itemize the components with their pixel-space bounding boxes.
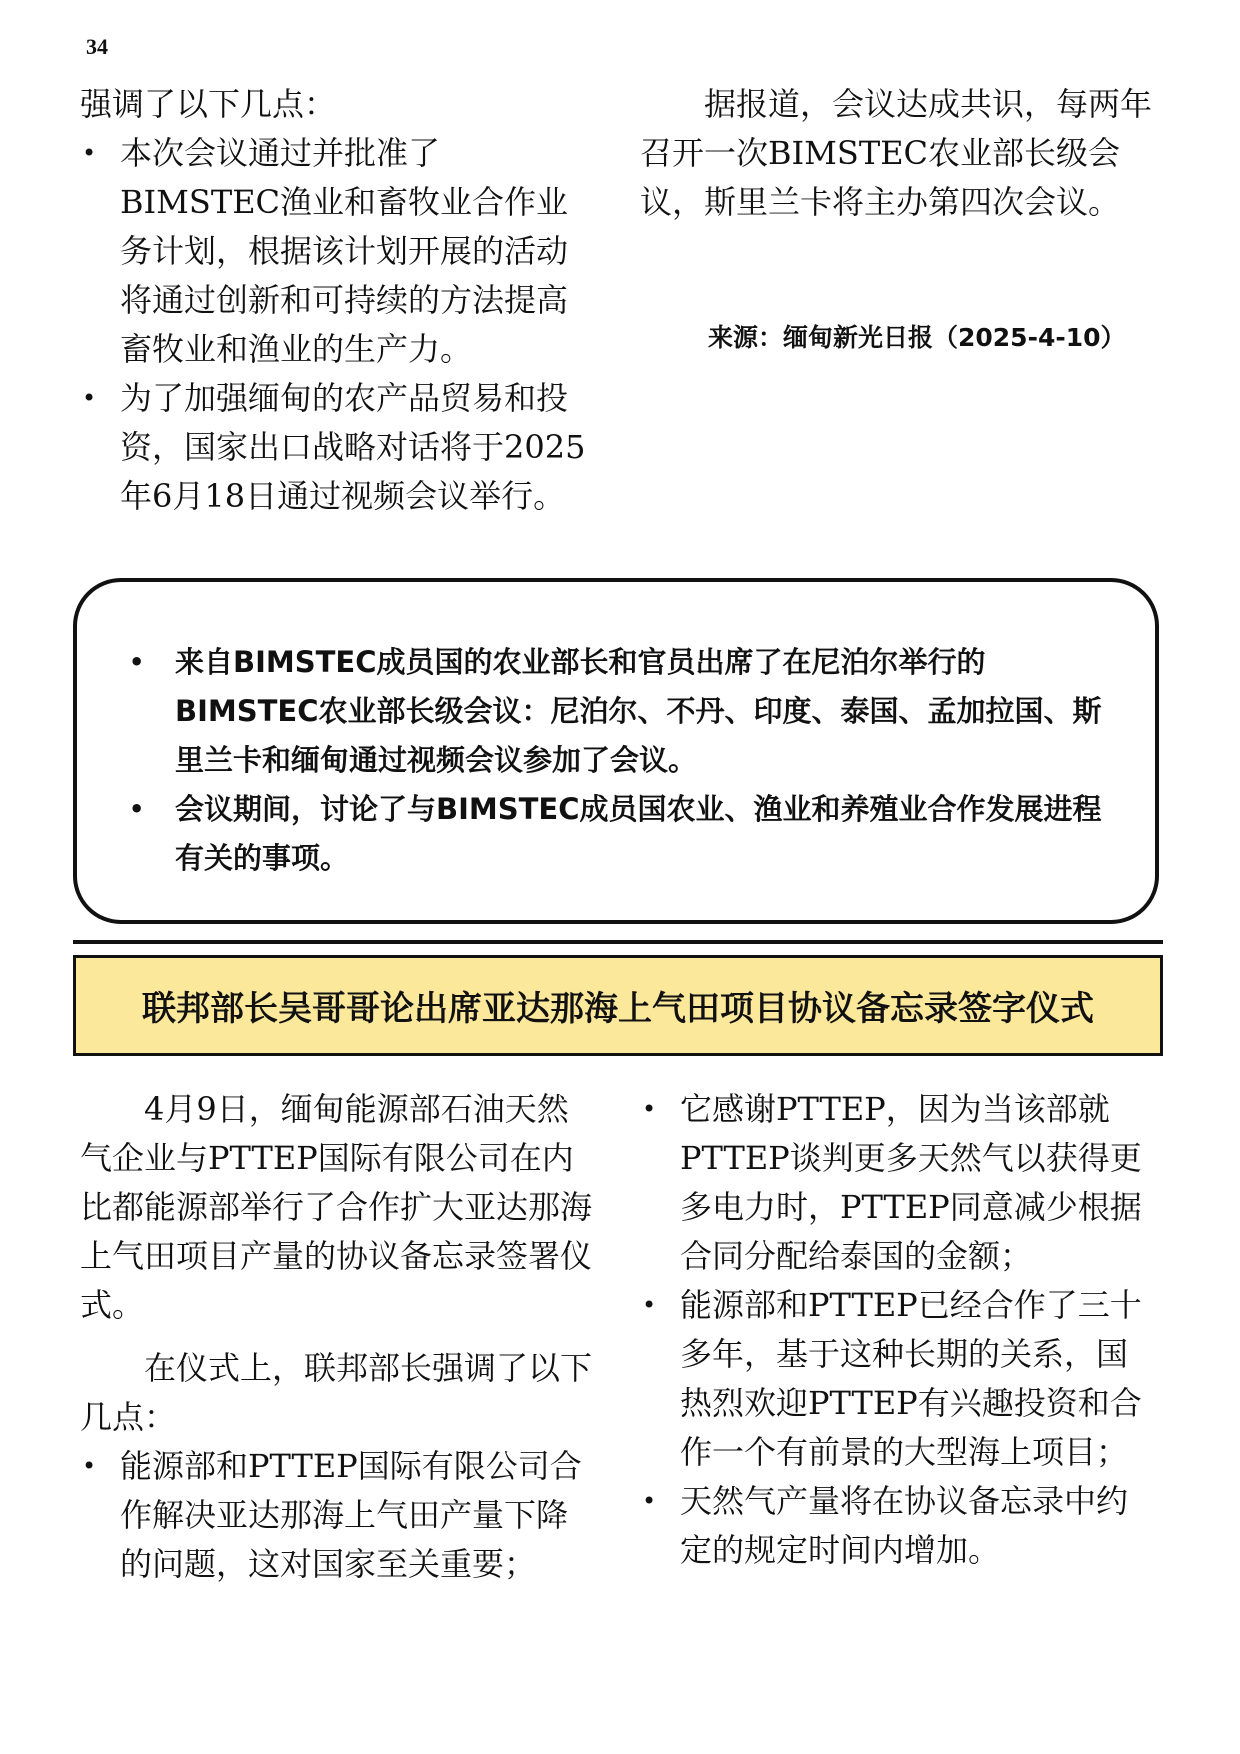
article-left-bullet-list <box>80 1442 594 1589</box>
top-right-column <box>640 80 1159 227</box>
list-item: • 来自BIMSTEC成员国的农业部长和官员出席了在尼泊尔举行的BIMSTEC农业部长级会议：尼泊尔、不丹、印度、泰国、孟加拉国、斯里兰卡和缅甸通过视频会议参加了会议。 <box>113 638 1127 785</box>
article-left-column <box>80 1085 594 1589</box>
list-item: • 本次会议通过并批准了BIMSTEC渔业和畜牧业合作业务计划，根据该计划开展的活动将通过创新和可持续的方法提高畜牧业和渔业的生产力。 <box>80 129 594 374</box>
article-paragraph: 4月9日，缅甸能源部石油天然气企业与PTTEP国际有限公司在内比都能源部举行了合作扩大亚达那海上气田项目产量的协议备忘录签署仪式。 <box>80 1090 593 1324</box>
list-item: • 能源部和PTTEP已经合作了三十多年，基于这种长期的关系，国热烈欢迎PTTEP有兴趣投资和合作一个有前景的大型海上项目； <box>640 1281 1159 1477</box>
summary-box <box>73 578 1159 924</box>
top-left-column <box>80 80 594 521</box>
article-headline: 联邦部长吴哥哥论出席亚达那海上气田项目协议备忘录签字仪式 <box>73 955 1163 1056</box>
list-item: • 它感谢PTTEP，因为当该部就PTTEP谈判更多天然气以获得更多电力时，PTTEP同意减少根据合同分配给泰国的金额； <box>640 1085 1159 1281</box>
top-left-bullet-list <box>80 129 594 521</box>
intro-text: 强调了以下几点： <box>80 85 337 123</box>
list-item: • 能源部和PTTEP国际有限公司合作解决亚达那海上气田产量下降的问题，这对国家至关重要； <box>80 1442 594 1589</box>
article-paragraph: 在仪式上，联邦部长强调了以下几点： <box>80 1349 593 1436</box>
list-item: • 为了加强缅甸的农产品贸易和投资，国家出口战略对话将于2025年6月18日通过视频会议举行。 <box>80 374 594 521</box>
page-number: 34 <box>86 34 108 59</box>
consensus-paragraph: 据报道，会议达成共识，每两年召开一次BIMSTEC农业部长级会议，斯里兰卡将主办第四次会议。 <box>640 85 1153 221</box>
summary-bullet-list <box>113 638 1127 883</box>
source-citation: 来源：缅甸新光日报（2025-4-10） <box>708 323 1126 352</box>
section-divider <box>73 940 1163 944</box>
article-right-bullet-list <box>640 1085 1159 1575</box>
list-item: • 会议期间，讨论了与BIMSTEC成员国农业、渔业和养殖业合作发展进程有关的事项。 <box>113 785 1127 883</box>
list-item: • 天然气产量将在协议备忘录中约定的规定时间内增加。 <box>640 1477 1159 1575</box>
article-right-column <box>640 1085 1159 1575</box>
